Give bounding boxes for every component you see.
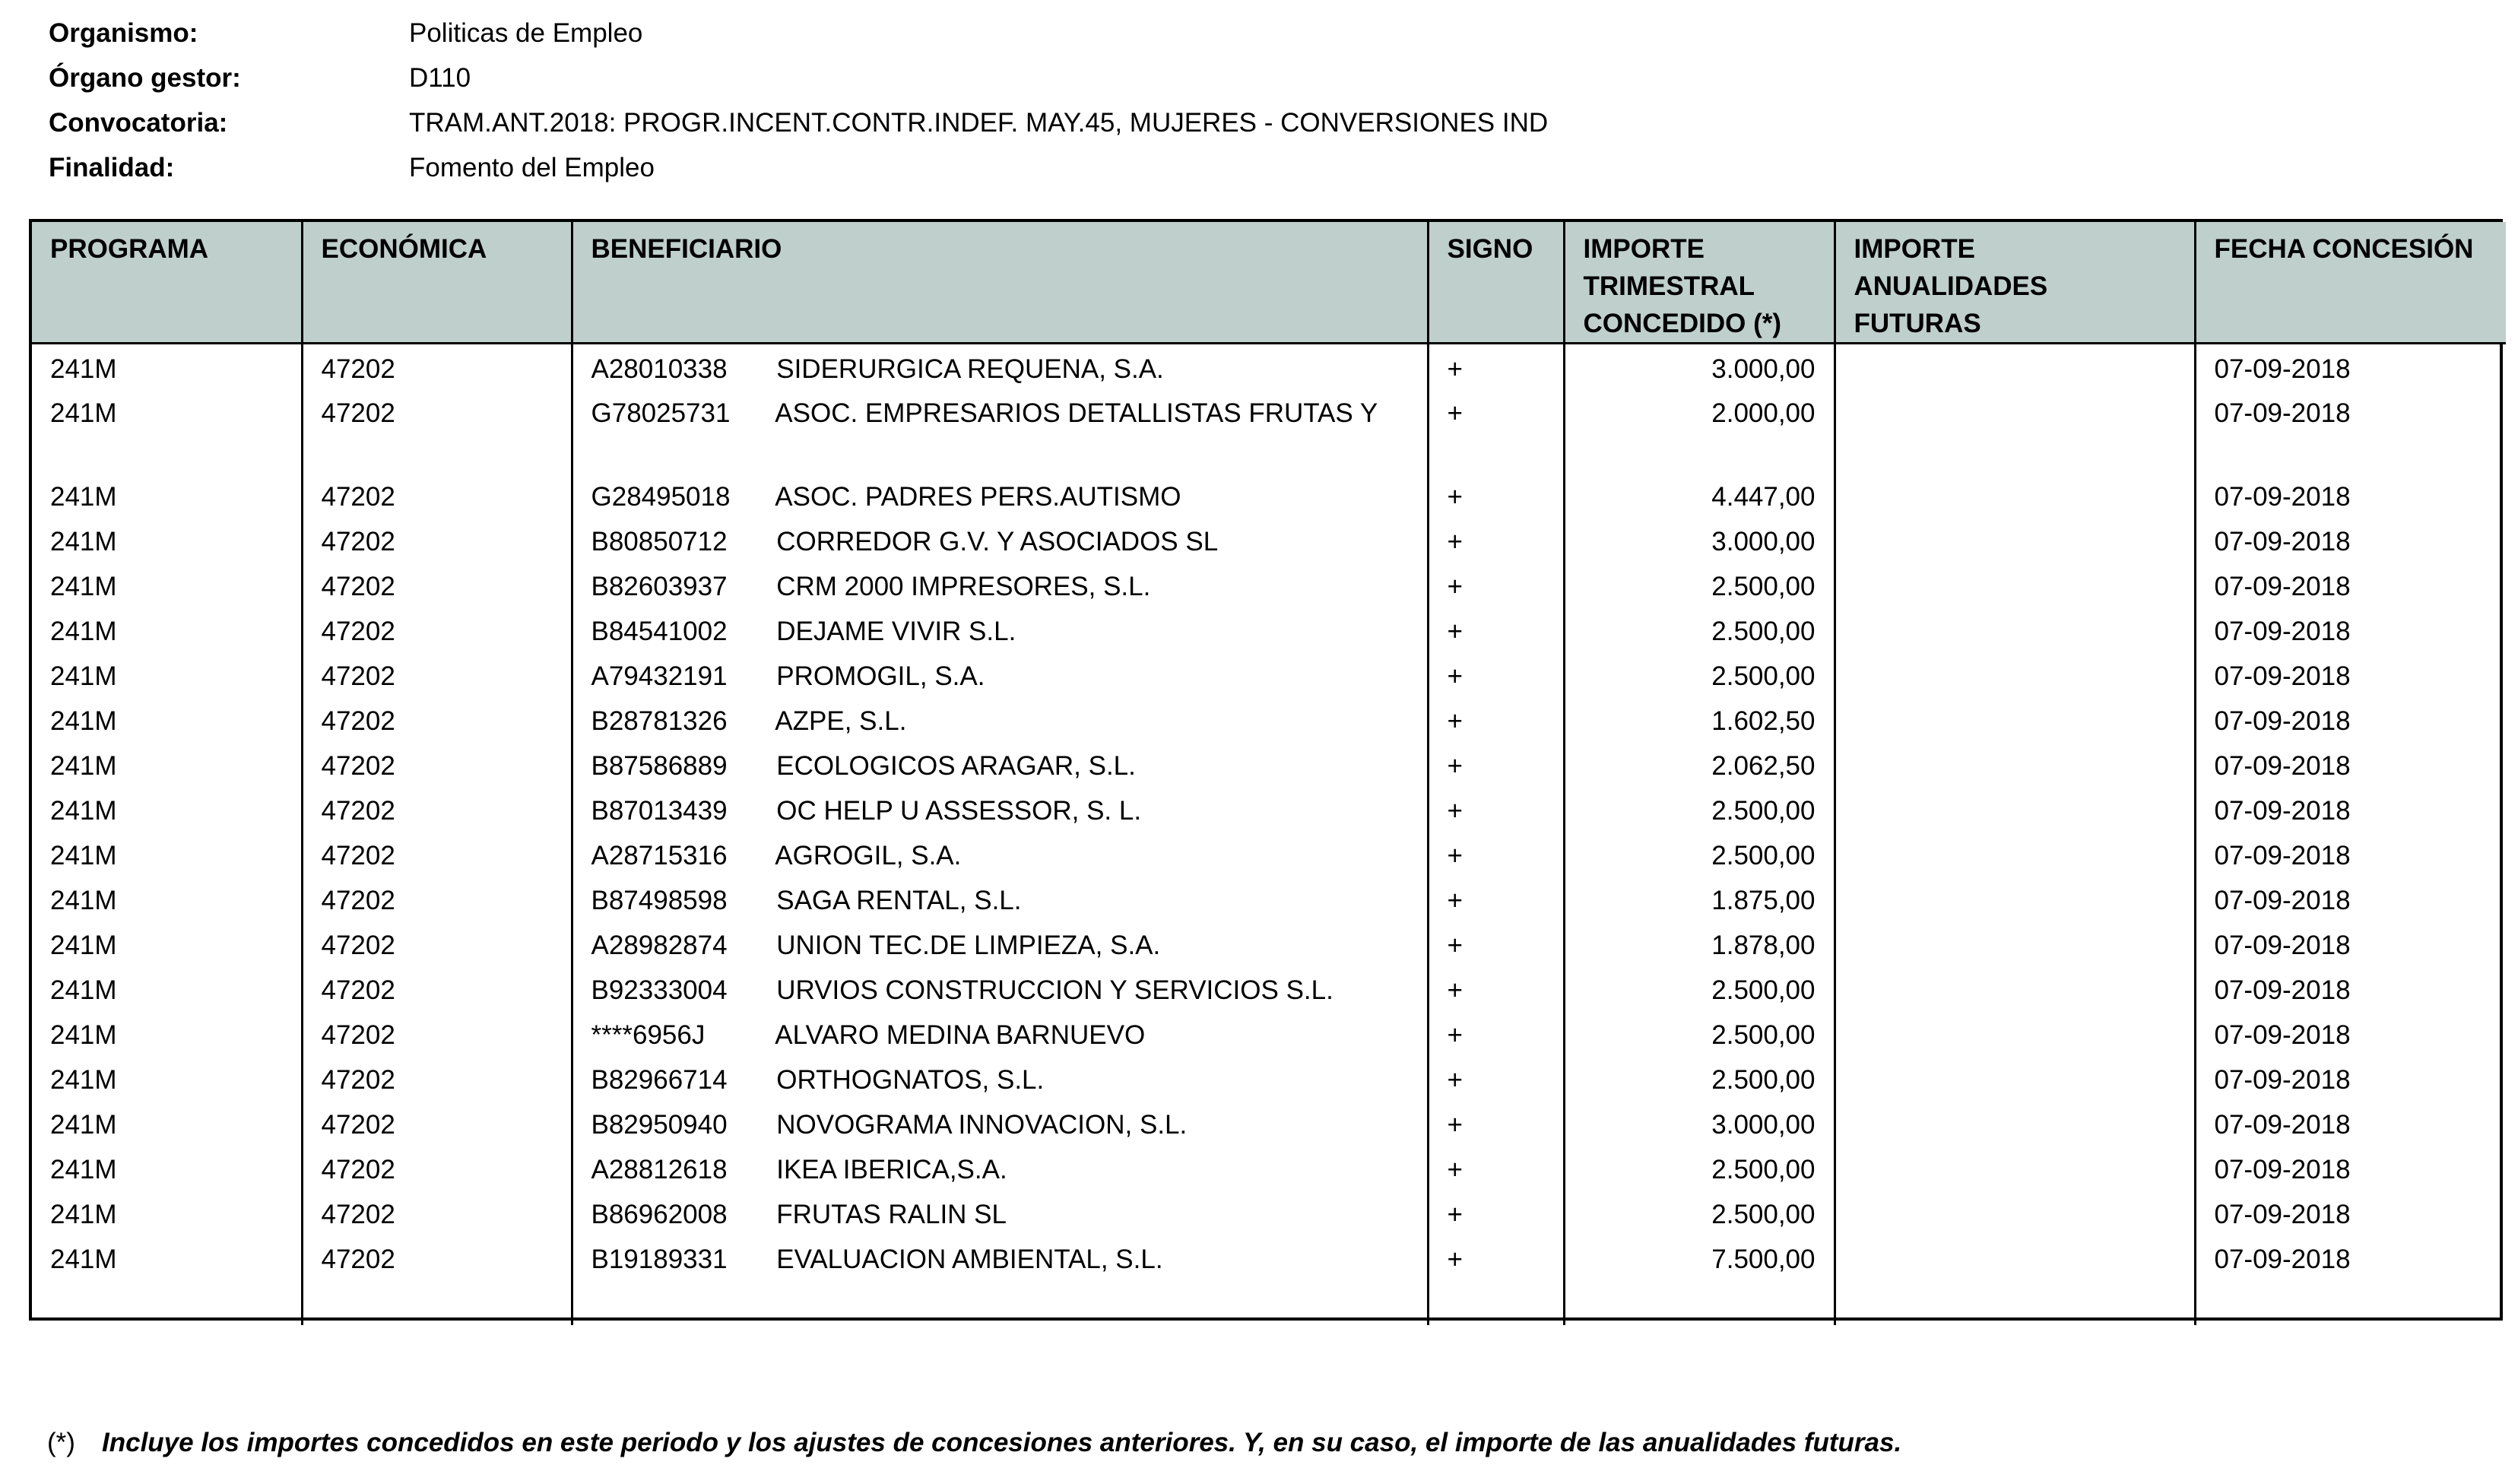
col-beneficiario: BENEFICIARIO [572, 222, 1428, 344]
cell-fecha: 07-09-2018 [2214, 1199, 2351, 1229]
grants-table-container [29, 219, 2503, 1321]
col-signo: SIGNO [1428, 222, 1564, 344]
col-economica: ECONÓMICA [302, 222, 572, 344]
cell-economica: 47202 [302, 921, 572, 966]
cell-fecha: 07-09-2018 [2214, 661, 2351, 691]
table-row [32, 472, 2506, 517]
beneficiario-nombre: FRUTAS RALIN SL [776, 1199, 1007, 1229]
cell-importe: 2.500,00 [1564, 1145, 1835, 1190]
cell-programa: 241M [32, 966, 302, 1010]
table-row [32, 1055, 2506, 1100]
cell-beneficiario [572, 741, 1428, 786]
cell-beneficiario [572, 562, 1428, 607]
cell-programa: 241M [32, 1010, 302, 1055]
cell-fecha: 07-09-2018 [2214, 885, 2351, 915]
cell-anualidades [1835, 786, 2195, 831]
cell-programa: 241M [32, 472, 302, 517]
beneficiario-nombre: ORTHOGNATOS, S.L. [776, 1064, 1045, 1095]
cell-signo: + [1428, 741, 1564, 786]
cell-beneficiario [572, 1235, 1428, 1279]
cell-beneficiario [572, 921, 1428, 966]
cell-anualidades [1835, 472, 2195, 517]
cell-beneficiario [572, 344, 1428, 388]
cell-signo: + [1428, 1190, 1564, 1235]
cell-economica: 47202 [302, 562, 572, 607]
cell-programa: 241M [32, 1235, 302, 1279]
cell-signo: + [1428, 517, 1564, 562]
cell-importe: 2.500,00 [1564, 831, 1835, 876]
cell-economica: 47202 [302, 607, 572, 652]
filler-cell [302, 1279, 572, 1325]
cell-fecha: 07-09-2018 [2214, 571, 2351, 601]
beneficiario-nif: B82966714 [591, 1064, 728, 1095]
cell-fecha: 07-09-2018 [2214, 930, 2351, 960]
cell-fecha: 07-09-2018 [2214, 1064, 2351, 1095]
cell-beneficiario [572, 1010, 1428, 1055]
beneficiario-nombre: UNION TEC.DE LIMPIEZA, S.A. [776, 930, 1161, 960]
table-row [32, 696, 2506, 741]
beneficiario-nif: ****6956J [591, 1019, 706, 1050]
cell-signo: + [1428, 1100, 1564, 1145]
cell-anualidades [1835, 607, 2195, 652]
grants-table [32, 222, 2506, 1325]
cell-anualidades [1835, 966, 2195, 1010]
cell-economica: 47202 [302, 831, 572, 876]
cell-fecha: 07-09-2018 [2214, 706, 2351, 736]
cell-fecha: 07-09-2018 [2214, 795, 2351, 826]
table-row [32, 741, 2506, 786]
beneficiario-nif: B86962008 [591, 1199, 728, 1229]
cell-programa: 241M [32, 876, 302, 921]
cell-anualidades [1835, 921, 2195, 966]
beneficiario-nombre: ALVARO MEDINA BARNUEVO [775, 1019, 1146, 1050]
cell-anualidades [1835, 1190, 2195, 1235]
cell-importe: 2.500,00 [1564, 966, 1835, 1010]
filler-cell [1835, 1279, 2195, 1325]
cell-fecha: 07-09-2018 [2214, 1109, 2351, 1140]
beneficiario-nombre: SAGA RENTAL, S.L. [776, 885, 1022, 915]
table-row [32, 517, 2506, 562]
beneficiario-nif: B92333004 [591, 975, 728, 1005]
organo-label: Órgano gestor: [49, 63, 241, 93]
cell-beneficiario [572, 472, 1428, 517]
cell-economica: 47202 [302, 1235, 572, 1279]
col-importe-line3: CONCEDIDO (*) [1583, 309, 1782, 338]
cell-importe: 1.878,00 [1564, 921, 1835, 966]
cell-signo: + [1428, 696, 1564, 741]
table-row [32, 876, 2506, 921]
cell-signo: + [1428, 344, 1564, 388]
cell-fecha: 07-09-2018 [2214, 481, 2351, 512]
filler-cell [1428, 1279, 1564, 1325]
table-row [32, 1010, 2506, 1055]
cell-beneficiario [572, 966, 1428, 1010]
beneficiario-nombre: ASOC. EMPRESARIOS DETALLISTAS FRUTAS Y [775, 398, 1378, 428]
cell-signo: + [1428, 876, 1564, 921]
table-row [32, 562, 2506, 607]
cell-programa: 241M [32, 921, 302, 966]
cell-anualidades [1835, 652, 2195, 696]
filler-cell [1564, 1279, 1835, 1325]
cell-programa: 241M [32, 1145, 302, 1190]
cell-economica: 47202 [302, 1100, 572, 1145]
cell-programa: 241M [32, 831, 302, 876]
cell-beneficiario [572, 652, 1428, 696]
beneficiario-nombre: SIDERURGICA REQUENA, S.A. [776, 354, 1164, 384]
finalidad-value: Fomento del Empleo [409, 153, 655, 182]
col-importe-line2: TRIMESTRAL [1583, 271, 1755, 301]
cell-importe: 2.500,00 [1564, 1010, 1835, 1055]
cell-anualidades [1835, 741, 2195, 786]
table-row [32, 786, 2506, 831]
cell-fecha: 07-09-2018 [2214, 526, 2351, 556]
cell-beneficiario [572, 517, 1428, 562]
cell-anualidades [1835, 831, 2195, 876]
beneficiario-nombre: NOVOGRAMA INNOVACION, S.L. [776, 1109, 1188, 1140]
cell-economica: 47202 [302, 741, 572, 786]
cell-importe: 2.500,00 [1564, 1055, 1835, 1100]
cell-programa: 241M [32, 388, 302, 472]
beneficiario-nombre: IKEA IBERICA,S.A. [776, 1154, 1007, 1184]
cell-signo: + [1428, 786, 1564, 831]
col-programa: PROGRAMA [32, 222, 302, 344]
filler-cell [572, 1279, 1428, 1325]
cell-economica: 47202 [302, 786, 572, 831]
beneficiario-nombre: AZPE, S.L. [775, 706, 907, 736]
beneficiario-nif: B82603937 [591, 571, 728, 601]
cell-beneficiario [572, 388, 1428, 472]
cell-signo: + [1428, 1235, 1564, 1279]
beneficiario-nif: A79432191 [591, 661, 728, 691]
cell-signo: + [1428, 472, 1564, 517]
beneficiario-nif: A28982874 [591, 930, 728, 960]
cell-programa: 241M [32, 607, 302, 652]
cell-importe: 2.500,00 [1564, 1190, 1835, 1235]
table-row [32, 652, 2506, 696]
cell-economica: 47202 [302, 472, 572, 517]
cell-fecha: 07-09-2018 [2214, 616, 2351, 646]
beneficiario-nombre: URVIOS CONSTRUCCION Y SERVICIOS S.L. [776, 975, 1334, 1005]
table-row [32, 921, 2506, 966]
cell-economica: 47202 [302, 696, 572, 741]
cell-importe: 4.447,00 [1564, 472, 1835, 517]
cell-economica: 47202 [302, 1010, 572, 1055]
cell-signo: + [1428, 1010, 1564, 1055]
beneficiario-nif: B82950940 [591, 1109, 728, 1140]
cell-importe: 2.500,00 [1564, 652, 1835, 696]
cell-anualidades [1835, 696, 2195, 741]
cell-beneficiario [572, 1145, 1428, 1190]
table-header [32, 222, 2506, 344]
footnote-mark: (*) [47, 1428, 75, 1457]
beneficiario-nif: B28781326 [591, 706, 728, 736]
organismo-value: Politicas de Empleo [409, 18, 643, 48]
beneficiario-nombre: OC HELP U ASSESSOR, S. L. [776, 795, 1142, 826]
table-row [32, 1100, 2506, 1145]
cell-anualidades [1835, 562, 2195, 607]
cell-importe: 7.500,00 [1564, 1235, 1835, 1279]
filler-cell [2195, 1279, 2506, 1325]
table-row [32, 388, 2506, 472]
cell-anualidades [1835, 1100, 2195, 1145]
cell-programa: 241M [32, 562, 302, 607]
footnote-text: Incluye los importes concedidos en este periodo y los ajustes de concesiones anteriores. Y, en su caso, el importe de las anualidades futuras. [102, 1428, 1902, 1457]
cell-importe: 2.062,50 [1564, 741, 1835, 786]
cell-beneficiario [572, 607, 1428, 652]
col-anual-line1: IMPORTE [1854, 234, 1975, 264]
beneficiario-nif: B87013439 [591, 795, 728, 826]
table-filler-row [32, 1279, 2506, 1325]
cell-beneficiario [572, 1055, 1428, 1100]
beneficiario-nombre: EVALUACION AMBIENTAL, S.L. [776, 1244, 1163, 1274]
cell-programa: 241M [32, 696, 302, 741]
table-row [32, 966, 2506, 1010]
cell-beneficiario [572, 1100, 1428, 1145]
col-anual-line2: ANUALIDADES [1854, 271, 2048, 301]
cell-signo: + [1428, 607, 1564, 652]
table-body [32, 344, 2506, 1325]
cell-beneficiario [572, 876, 1428, 921]
cell-anualidades [1835, 388, 2195, 472]
cell-signo: + [1428, 1055, 1564, 1100]
col-importe-line1: IMPORTE [1583, 234, 1705, 264]
cell-signo: + [1428, 562, 1564, 607]
cell-importe: 3.000,00 [1564, 344, 1835, 388]
cell-signo: + [1428, 921, 1564, 966]
convocatoria-value: TRAM.ANT.2018: PROGR.INCENT.CONTR.INDEF. MAY.45, MUJERES - CONVERSIONES IND [409, 108, 1549, 138]
beneficiario-nombre: CORREDOR G.V. Y ASOCIADOS SL [776, 526, 1219, 556]
cell-beneficiario [572, 696, 1428, 741]
cell-programa: 241M [32, 1190, 302, 1235]
cell-importe: 2.500,00 [1564, 562, 1835, 607]
beneficiario-nombre: ASOC. PADRES PERS.AUTISMO [775, 481, 1181, 512]
cell-economica: 47202 [302, 652, 572, 696]
cell-importe: 1.602,50 [1564, 696, 1835, 741]
organo-value: D110 [409, 63, 471, 93]
cell-importe: 3.000,00 [1564, 1100, 1835, 1145]
table-row [32, 831, 2506, 876]
cell-economica: 47202 [302, 517, 572, 562]
col-importe [1564, 222, 1835, 344]
cell-anualidades [1835, 1010, 2195, 1055]
cell-economica: 47202 [302, 876, 572, 921]
filler-cell [32, 1279, 302, 1325]
cell-fecha: 07-09-2018 [2214, 354, 2351, 384]
beneficiario-nif: A28010338 [591, 354, 728, 384]
cell-programa: 241M [32, 652, 302, 696]
cell-signo: + [1428, 966, 1564, 1010]
cell-beneficiario [572, 831, 1428, 876]
cell-importe: 2.500,00 [1564, 607, 1835, 652]
cell-programa: 241M [32, 786, 302, 831]
beneficiario-nombre: AGROGIL, S.A. [775, 840, 962, 870]
cell-importe: 3.000,00 [1564, 517, 1835, 562]
beneficiario-nombre: ECOLOGICOS ARAGAR, S.L. [776, 750, 1136, 781]
finalidad-label: Finalidad: [49, 153, 175, 182]
beneficiario-nif: A28715316 [591, 840, 728, 870]
beneficiario-nif: B80850712 [591, 526, 728, 556]
cell-anualidades [1835, 1145, 2195, 1190]
table-row [32, 1190, 2506, 1235]
cell-economica: 47202 [302, 388, 572, 472]
cell-economica: 47202 [302, 1145, 572, 1190]
cell-programa: 241M [32, 517, 302, 562]
convocatoria-label: Convocatoria: [49, 108, 228, 138]
cell-signo: + [1428, 388, 1564, 472]
cell-programa: 241M [32, 344, 302, 388]
beneficiario-nombre: PROMOGIL, S.A. [776, 661, 985, 691]
cell-economica: 47202 [302, 966, 572, 1010]
col-fecha: FECHA CONCESIÓN [2195, 222, 2506, 344]
beneficiario-nif: B84541002 [591, 616, 728, 646]
cell-programa: 241M [32, 1055, 302, 1100]
cell-fecha: 07-09-2018 [2214, 840, 2351, 870]
cell-fecha: 07-09-2018 [2214, 750, 2351, 781]
cell-signo: + [1428, 1145, 1564, 1190]
col-anualidades [1835, 222, 2195, 344]
cell-anualidades [1835, 1235, 2195, 1279]
cell-anualidades [1835, 344, 2195, 388]
cell-economica: 47202 [302, 1055, 572, 1100]
beneficiario-nif: G28495018 [591, 481, 731, 512]
beneficiario-nif: B87498598 [591, 885, 728, 915]
beneficiario-nombre: DEJAME VIVIR S.L. [776, 616, 1016, 646]
cell-importe: 2.500,00 [1564, 786, 1835, 831]
beneficiario-nif: B19189331 [591, 1244, 728, 1274]
cell-fecha: 07-09-2018 [2214, 1019, 2351, 1050]
cell-importe: 2.000,00 [1564, 388, 1835, 472]
cell-programa: 241M [32, 741, 302, 786]
beneficiario-nif: G78025731 [591, 398, 731, 428]
table-row [32, 607, 2506, 652]
cell-signo: + [1428, 831, 1564, 876]
table-row [32, 344, 2506, 388]
cell-programa: 241M [32, 1100, 302, 1145]
cell-economica: 47202 [302, 344, 572, 388]
beneficiario-nif: B87586889 [591, 750, 728, 781]
cell-fecha: 07-09-2018 [2214, 398, 2351, 428]
cell-beneficiario [572, 786, 1428, 831]
beneficiario-nombre: CRM 2000 IMPRESORES, S.L. [776, 571, 1151, 601]
col-anual-line3: FUTURAS [1854, 309, 1981, 338]
beneficiario-nif: A28812618 [591, 1154, 728, 1184]
cell-fecha: 07-09-2018 [2214, 975, 2351, 1005]
table-row [32, 1145, 2506, 1190]
cell-signo: + [1428, 652, 1564, 696]
cell-economica: 47202 [302, 1190, 572, 1235]
cell-fecha: 07-09-2018 [2214, 1154, 2351, 1184]
cell-anualidades [1835, 876, 2195, 921]
cell-importe: 1.875,00 [1564, 876, 1835, 921]
organismo-label: Organismo: [49, 18, 198, 48]
footnote [47, 1428, 1901, 1458]
cell-anualidades [1835, 517, 2195, 562]
cell-beneficiario [572, 1190, 1428, 1235]
cell-fecha: 07-09-2018 [2214, 1244, 2351, 1274]
table-row [32, 1235, 2506, 1279]
cell-anualidades [1835, 1055, 2195, 1100]
